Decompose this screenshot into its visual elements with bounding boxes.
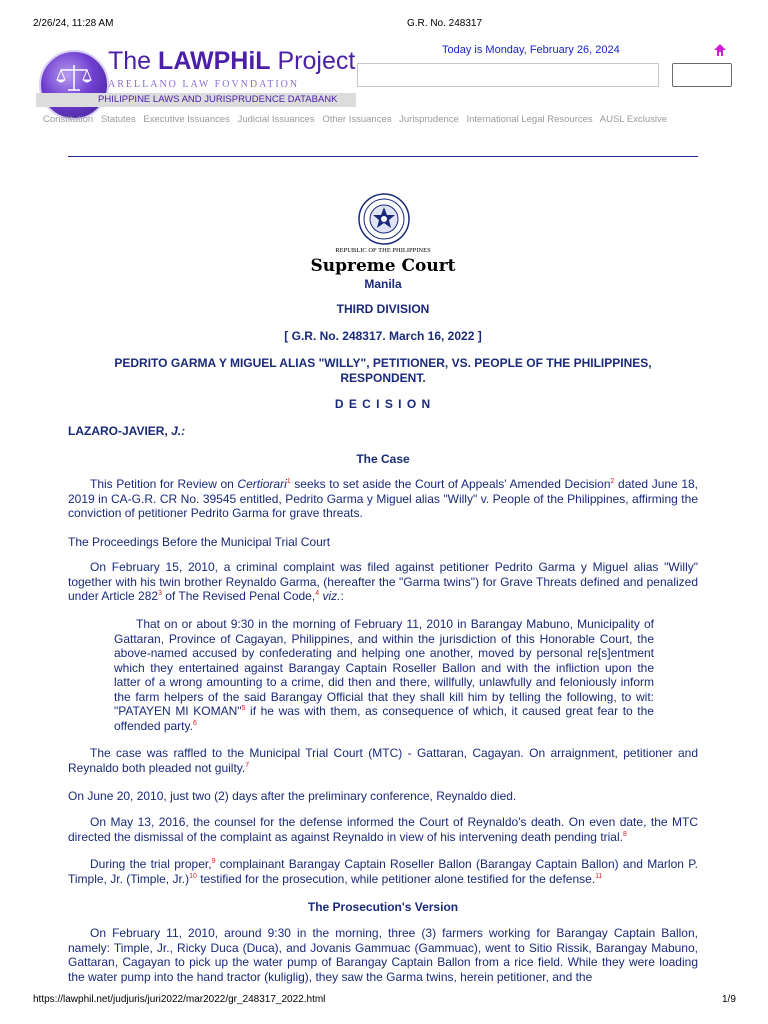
main-nav [43,114,672,125]
case-title: PEDRITO GARMA Y MIGUEL ALIAS "WILLY", PETITIONER, VS. PEOPLE OF THE PHILIPPINES, RESPONDENT. [114,356,652,385]
print-page-number: 1/9 [722,994,736,1005]
nav-executive-issuances[interactable]: Executive Issuances [143,114,230,125]
nav-other-issuances[interactable]: Other Issuances [322,114,392,125]
scales-icon [56,62,92,94]
court-city: Manila [364,277,402,291]
footnote-ref[interactable]: 5 [241,705,246,712]
today-date: Today is Monday, February 26, 2024 [442,44,620,56]
nav-statutes[interactable]: Statutes [100,114,136,125]
heading-the-case: The Case [356,452,410,466]
footnote-ref[interactable]: 3 [158,590,162,597]
republic-label: REPUBLIC OF THE PHILIPPINES [335,247,431,254]
footnote-ref[interactable]: 9 [211,858,216,865]
print-url: https://lawphil.net/judjuris/juri2022/mar2022/gr_248317_2022.html [33,994,326,1005]
site-tagline: PHILIPPINE LAWS AND JURISPRUDENCE DATABANK [36,93,356,107]
print-doc-title: G.R. No. 248317 [407,18,483,29]
print-datetime: 2/26/24, 11:28 AM [33,18,114,29]
nav-judicial-issuances[interactable]: Judicial Issuances [237,114,315,125]
search-button[interactable] [672,63,732,87]
division: THIRD DIVISION [336,302,430,316]
ponente: LAZARO-JAVIER, J.: [68,424,186,438]
paragraph-4: On June 20, 2010, just two (2) days after the preliminary conference, Reynaldo died. [68,789,517,803]
nav-jurisprudence[interactable]: Jurisprudence [399,114,459,125]
search-input[interactable] [357,63,659,87]
nav-constitution[interactable]: Constitution [43,114,94,125]
paragraph-1: This Petition for Review on Certiorari$^1$ seeks to set aside the Court of Appeals' Amended Decision$^2$ dated June 18, 2019 in CA-G.R. CR No. 39545 entitled, Pedrito Garma y Miguel alias "Willy" v. People of the Philippines, affirming the conviction of petitioner Pedrito Garma for grave threats. [68,477,699,520]
logo-emblem [39,50,109,120]
divider [68,156,698,157]
nav-ausl-exclusive[interactable]: AUSL Exclusive [599,114,668,125]
nav-international-legal-resources[interactable]: International Legal Resources [466,114,593,125]
paragraph-6: During the trial proper,$^9$ complainant Barangay Captain Roseller Ballon (Barangay Captain Ballon) and Marlon P. Timple, Jr. (Timple, Jr.)$^{10}$ testified for the prosecution, while petitioner alone testified for the defense.$^{11}$ [68,857,698,886]
paragraph-2: On February 15, 2010, a criminal complaint was filed against petitioner Pedrito Garma y Miguel alias "Willy" together with his twin brother Reynaldo Garma, (hereafter the "Garma twins") for Grave Threats defined and penalized under Article $282^3$ of The Revised Penal Code,$^4$ viz.: [68,560,698,603]
footnote-ref[interactable]: 1 [286,478,291,485]
quoted-complaint: That on or about 9:30 in the morning of February 11, 2010 in Barangay Mabuno, Municipality of Gattaran, Province of Cagayan, Philippines, and within the jurisdiction of this Honorable Court, the above-named accused by confederating and helping one another, moved by personal re[s]entment which they entertained against Barangay Captain Roseller Ballon and with the infliction upon the latter of a wrong amounting to a crime, did then and there, willfully, unlawfully and feloniously inform the farm helpers of the said Barangay Official that they shall kill him by telling the following, to wit: "PATAYEN MI KOMAN"$^5$ if he was with them, as consequence of which, it caused great fear to the offended party.$^6$ [114,617,654,733]
footnote-ref[interactable]: 11 [595,872,603,880]
site-title: The LAWPHiL Project [108,47,356,75]
footnote-ref[interactable]: 4 [315,590,320,597]
site-logo[interactable] [36,38,356,112]
home-icon[interactable] [713,43,727,57]
heading-prosecution: The Prosecution's Version [307,900,459,914]
paragraph-5: On May 13, 2016, the counsel for the defense informed the Court of Reynaldo's death. On even date, the MTC directed the dismissal of the complaint as against Reynaldo in view of his intervening death pending trial.$^8$ [68,815,698,844]
footnote-ref[interactable]: 2 [610,478,615,485]
court-name: Supreme Court [310,256,456,276]
document-type: D E C I S I O N [334,397,432,411]
site-subtitle: ARELLANO LAW FOVNDATION [108,79,300,90]
footnote-ref[interactable]: 10 [189,872,197,880]
footnote-ref[interactable]: 6 [192,719,197,727]
footnote-ref[interactable]: 7 [245,761,250,769]
heading-proceedings: The Proceedings Before the Municipal Trial Court [68,535,331,549]
footnote-ref[interactable]: 8 [622,830,627,838]
supreme-court-seal-icon [358,193,410,245]
case-number: [ G.R. No. 248317. March 16, 2022 ] [284,329,482,343]
paragraph-7: On February 11, 2010, around 9:30 in the morning, three (3) farmers working for Barangay Captain Ballon, namely: Timple, Jr., Ricky Duca (Duca), and Jovanis Gammuac (Gammuac), went to Sitio Rissik, Barangay Mabuno, Gattaran, Cagayan to pick up the water pump of Barangay Captain Ballon from a rice field. While they were loading the water pump into the hand tractor (kuliglig), they saw the Garma twins, herein petitioner, and the [68,926,698,984]
paragraph-3: The case was raffled to the Municipal Trial Court (MTC) - Gattaran, Cagayan. On arraignment, petitioner and Reynaldo both pleaded not guilty.$^7$ [68,746,698,775]
